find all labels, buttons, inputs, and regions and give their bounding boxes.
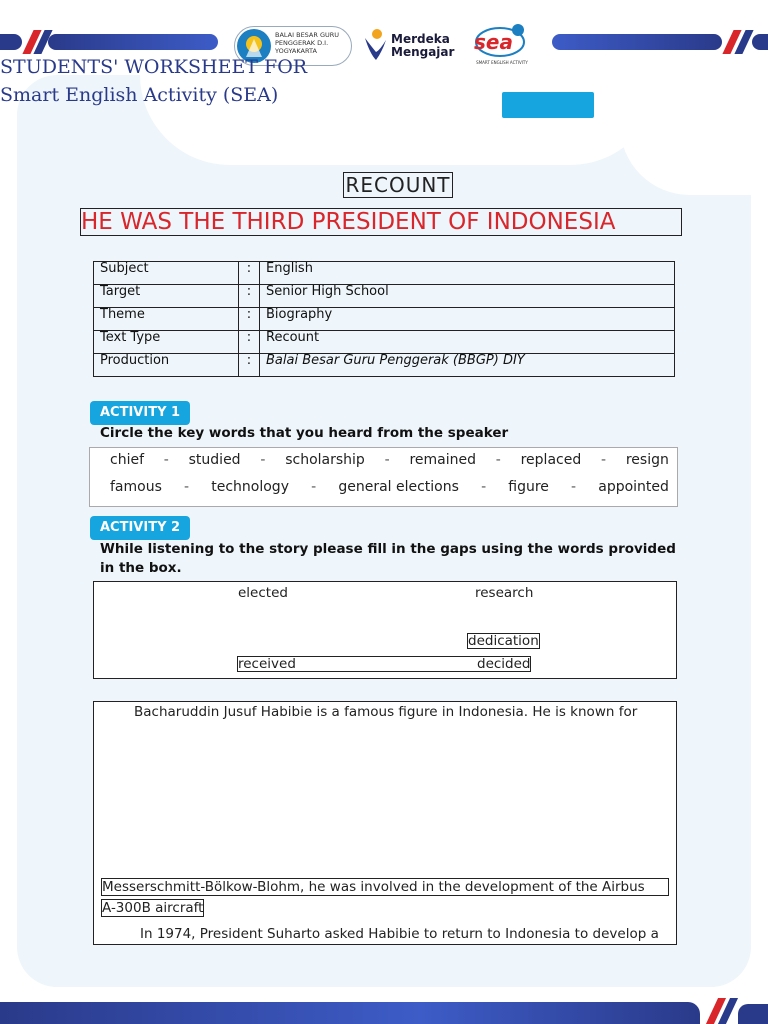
word-bank-item: elected — [238, 585, 288, 601]
row-value: Balai Besar Guru Penggerak (BBGP) DIY — [260, 354, 675, 377]
keyword-separator: - — [163, 452, 169, 468]
keyword[interactable]: chief — [110, 452, 145, 468]
keyword-separator: - — [384, 452, 390, 468]
word-bank-box — [93, 581, 677, 679]
text-type-heading: RECOUNT — [343, 172, 453, 198]
row-value: Biography — [260, 308, 675, 331]
keyword-box — [89, 447, 678, 507]
table-row — [94, 354, 675, 377]
keyword-separator: - — [311, 479, 317, 495]
merdeka-mengajar-logo — [362, 28, 454, 62]
row-separator: : — [239, 354, 260, 377]
sea-logo-text: sea — [474, 30, 513, 54]
keyword[interactable]: technology — [211, 479, 289, 495]
word-bank-item: research — [475, 585, 534, 601]
keyword[interactable]: appointed — [598, 479, 669, 495]
story-line: A-300B aircraft — [102, 900, 204, 916]
recount-title: HE WAS THE THIRD PRESIDENT OF INDONESIA — [80, 208, 682, 236]
keyword-separator: - — [260, 452, 266, 468]
sea-logo — [470, 22, 534, 72]
keyword-separator: - — [495, 452, 501, 468]
table-row — [94, 308, 675, 331]
header-background-shape — [140, 0, 660, 165]
row-separator: : — [239, 331, 260, 354]
table-row — [94, 262, 675, 285]
merdeka-mengajar-icon — [362, 28, 388, 62]
keyword[interactable]: famous — [110, 479, 162, 495]
activity-1-instruction: Circle the key words that you heard from the speaker — [100, 425, 509, 441]
table-row — [94, 331, 675, 354]
story-text-box — [93, 701, 677, 945]
keyword[interactable]: studied — [188, 452, 241, 468]
info-table — [93, 261, 675, 377]
keyword[interactable]: resign — [625, 452, 669, 468]
row-separator: : — [239, 308, 260, 331]
story-line: Bacharuddin Jusuf Habibie is a famous figure in Indonesia. He is known for — [134, 704, 638, 720]
word-bank-word: received — [238, 656, 296, 672]
word-bank-item: decided — [477, 656, 531, 672]
keyword-separator: - — [481, 479, 487, 495]
story-line: Messerschmitt-Bölkow-Blohm, he was involved in the development of the Airbus — [101, 878, 669, 896]
story-line: In 1974, President Suharto asked Habibie to return to Indonesia to develop a — [140, 926, 659, 942]
row-label: Target — [94, 285, 239, 308]
keyword[interactable]: replaced — [520, 452, 582, 468]
sea-logo-caption: SMART ENGLISH ACTIVITY — [476, 60, 528, 65]
header-accent-button[interactable] — [502, 92, 594, 118]
row-label: Text Type — [94, 331, 239, 354]
keyword-row-2 — [90, 479, 677, 495]
corner-background-shape — [620, 65, 760, 195]
keyword[interactable]: remained — [409, 452, 476, 468]
row-label: Production — [94, 354, 239, 377]
merdeka-text: Merdeka — [391, 32, 450, 46]
keyword[interactable]: figure — [508, 479, 549, 495]
keyword-separator: - — [601, 452, 607, 468]
row-value: English — [260, 262, 675, 285]
row-value: Recount — [260, 331, 675, 354]
bbgp-logo-text: BALAI BESAR GURU PENGGERAK D.I. YOGYAKARTA — [275, 31, 340, 55]
row-label: Theme — [94, 308, 239, 331]
row-value: Senior High School — [260, 285, 675, 308]
activity-1-badge: ACTIVITY 1 — [90, 401, 190, 425]
keyword[interactable]: scholarship — [285, 452, 365, 468]
row-separator: : — [239, 262, 260, 285]
row-separator: : — [239, 285, 260, 308]
worksheet-title: STUDENTS' WORKSHEET FOR — [0, 56, 308, 78]
word-bank-item: dedication — [468, 633, 539, 649]
mengajar-text: Mengajar — [391, 45, 455, 59]
row-label: Subject — [94, 262, 239, 285]
keyword[interactable]: general elections — [338, 479, 459, 495]
keyword-separator: - — [571, 479, 577, 495]
keyword-row-1 — [90, 452, 677, 468]
keyword-separator: - — [184, 479, 190, 495]
table-row — [94, 285, 675, 308]
worksheet-subtitle: Smart English Activity (SEA) — [0, 84, 279, 106]
activity-2-badge: ACTIVITY 2 — [90, 516, 190, 540]
activity-2-instruction-cont: in the box. — [100, 560, 182, 576]
activity-2-instruction: While listening to the story please fill in the gaps using the words provided — [100, 541, 676, 557]
